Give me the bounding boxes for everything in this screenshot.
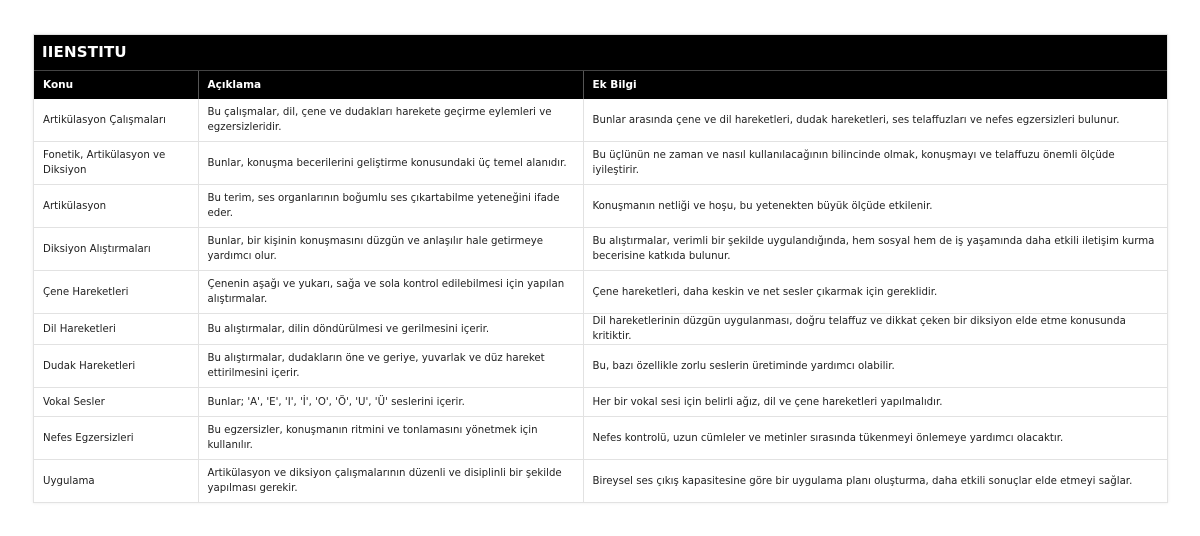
header-ek-bilgi: Ek Bilgi <box>583 71 1167 99</box>
cell-topic: Artikülasyon Çalışmaları <box>34 99 198 142</box>
table-row <box>34 185 1167 228</box>
cell-extra: Bunlar arasında çene ve dil hareketleri, dudak hareketleri, ses telaffuzları ve nefes egzersizleri bulunur. <box>583 99 1167 142</box>
cell-description: Çenenin aşağı ve yukarı, sağa ve sola kontrol edilebilmesi için yapılan alıştırmalar. <box>198 271 583 314</box>
table-row <box>34 460 1167 503</box>
cell-extra: Bireysel ses çıkış kapasitesine göre bir uygulama planı oluşturma, daha etkili sonuçlar elde etmeyi sağlar. <box>592 475 1133 487</box>
cell-topic: Artikülasyon <box>34 185 198 228</box>
cell-topic: Dil Hareketleri <box>34 314 198 345</box>
cell-description: Bu alıştırmalar, dudakların öne ve geriye, yuvarlak ve düz hareket ettirilmesini içerir. <box>198 345 583 388</box>
cell-description: Bunlar; 'A', 'E', 'I', 'İ', 'O', 'Ö', 'U', 'Ü' seslerini içerir. <box>198 388 583 417</box>
cell-extra: Bu, bazı özellikle zorlu seslerin üretiminde yardımcı olabilir. <box>583 345 1167 388</box>
header-aciklama: Açıklama <box>198 71 583 99</box>
cell-extra: Dil hareketlerinin düzgün uygulanması, doğru telaffuz ve dikkat çeken bir diksiyon elde etme konusunda kritiktir. <box>583 314 1167 345</box>
header-konu: Konu <box>34 71 198 99</box>
cell-extra: Bu alıştırmalar, verimli bir şekilde uygulandığında, hem sosyal hem de iş yaşamında daha etkili iletişim kurma becerisine katkıda bulunur. <box>583 228 1167 271</box>
cell-extra: Her bir vokal sesi için belirli ağız, dil ve çene hareketleri yapılmalıdır. <box>583 388 1167 417</box>
table-row <box>34 99 1167 142</box>
cell-topic: Dudak Hareketleri <box>34 345 198 388</box>
cell-description: Bu alıştırmalar, dilin döndürülmesi ve gerilmesini içerir. <box>198 314 583 345</box>
cell-description: Bunlar, konuşma becerilerini geliştirme konusundaki üç temel alanıdır. <box>198 142 583 185</box>
brand-title: IIENSTITU <box>34 35 1167 71</box>
cell-topic: Diksiyon Alıştırmaları <box>34 228 198 271</box>
cell-description: Bu terim, ses organlarının boğumlu ses çıkartabilme yeteneğini ifade eder. <box>198 185 583 228</box>
info-table <box>34 71 1167 502</box>
cell-topic: Nefes Egzersizleri <box>34 417 198 460</box>
table-row <box>34 314 1167 345</box>
cell-extra: Çene hareketleri, daha keskin ve net sesler çıkarmak için gereklidir. <box>583 271 1167 314</box>
cell-topic: Vokal Sesler <box>34 388 198 417</box>
cell-topic: Fonetik, Artikülasyon ve Diksiyon <box>34 142 198 185</box>
table-row <box>34 142 1167 185</box>
header-row <box>34 71 1167 99</box>
cell-extra: Bu üçlünün ne zaman ve nasıl kullanılacağının bilincinde olmak, konuşmayı ve telaffuzu önemli ölçüde iyileştirir. <box>583 142 1167 185</box>
cell-topic: Uygulama <box>34 460 198 503</box>
table-row <box>34 345 1167 388</box>
table-row <box>34 271 1167 314</box>
cell-description: Bu egzersizler, konuşmanın ritmini ve tonlamasını yönetmek için kullanılır. <box>198 417 583 460</box>
table-row <box>34 228 1167 271</box>
cell-extra: Nefes kontrolü, uzun cümleler ve metinler sırasında tükenmeyi önlemeye yardımcı olacaktır. <box>583 417 1167 460</box>
table-row <box>34 417 1167 460</box>
cell-topic: Çene Hareketleri <box>34 271 198 314</box>
cell-extra: Konuşmanın netliği ve hoşu, bu yetenekten büyük ölçüde etkilenir. <box>583 185 1167 228</box>
cell-description: Bu çalışmalar, dil, çene ve dudakları harekete geçirme eylemleri ve egzersizleridir. <box>198 99 583 142</box>
cell-description: Bunlar, bir kişinin konuşmasını düzgün ve anlaşılır hale getirmeye yardımcı olur. <box>198 228 583 271</box>
table-row <box>34 388 1167 417</box>
cell-description: Artikülasyon ve diksiyon çalışmalarının düzenli ve disiplinli bir şekilde yapılması gerekir. <box>198 460 583 503</box>
table-container <box>33 34 1168 503</box>
